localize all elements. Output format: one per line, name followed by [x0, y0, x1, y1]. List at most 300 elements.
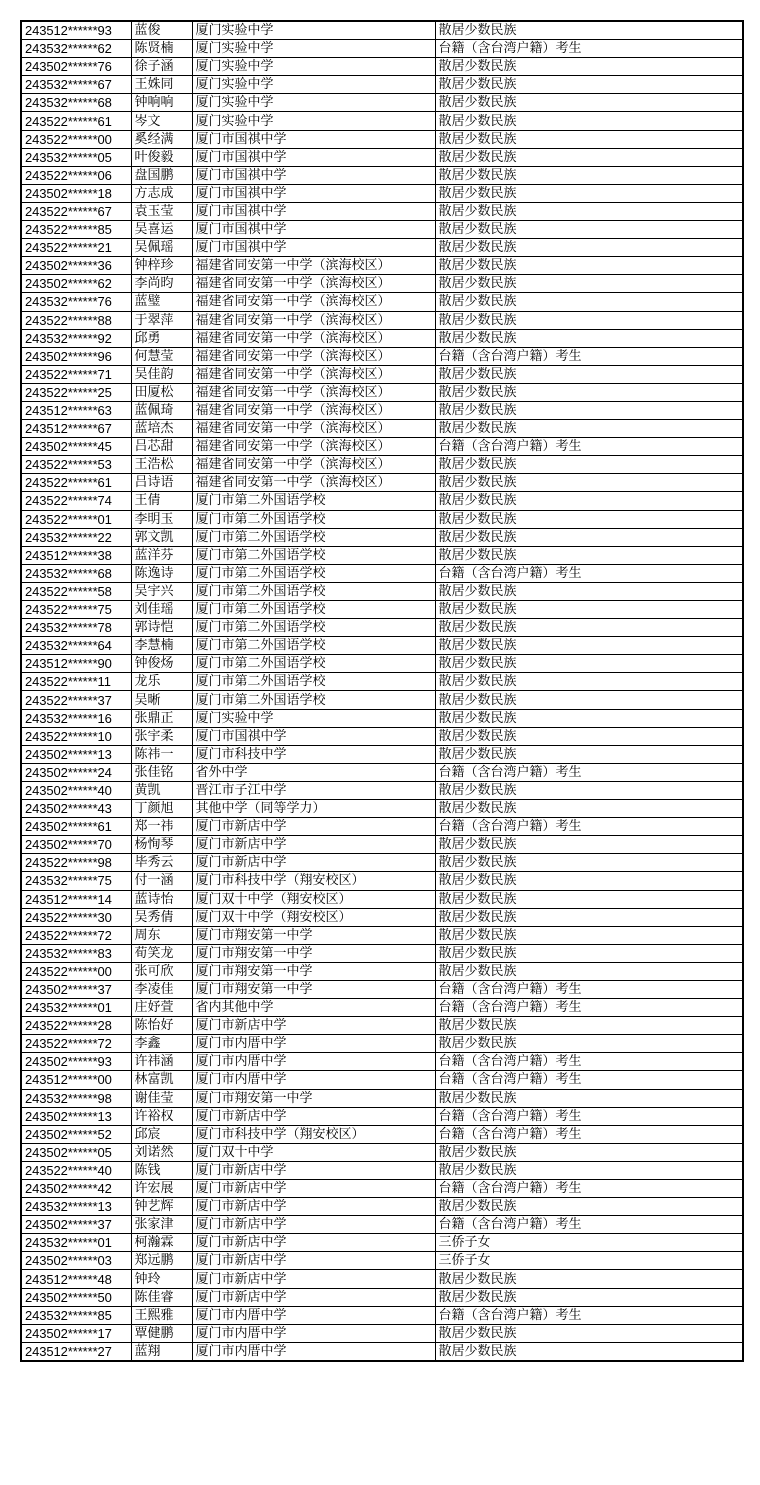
category-cell: 散居少数民族	[435, 293, 743, 311]
table-row	[21, 727, 743, 745]
category-cell: 散居少数民族	[435, 257, 743, 275]
category-cell: 散居少数民族	[435, 727, 743, 745]
category-cell: 台籍（含台湾户籍）考生	[435, 1306, 743, 1324]
school-cell: 福建省同安第一中学（滨海校区）	[192, 420, 435, 438]
school-cell: 厦门市新店中学	[192, 1270, 435, 1288]
school-cell: 厦门双十中学	[192, 1143, 435, 1161]
candidate-id-cell: 243512******00	[21, 1071, 131, 1089]
candidate-name-cell: 龙乐	[131, 673, 192, 691]
category-cell: 散居少数民族	[435, 1288, 743, 1306]
table-row	[21, 582, 743, 600]
category-cell: 散居少数民族	[435, 637, 743, 655]
category-cell: 散居少数民族	[435, 619, 743, 637]
category-cell: 散居少数民族	[435, 202, 743, 220]
category-cell: 三侨子女	[435, 1252, 743, 1270]
category-cell: 散居少数民族	[435, 673, 743, 691]
school-cell: 厦门市第二外国语学校	[192, 601, 435, 619]
school-cell: 厦门实验中学	[192, 21, 435, 40]
table-row	[21, 257, 743, 275]
school-cell: 厦门市第二外国语学校	[192, 619, 435, 637]
school-cell: 厦门市新店中学	[192, 1107, 435, 1125]
table-row	[21, 1306, 743, 1324]
school-cell: 厦门市科技中学	[192, 745, 435, 763]
candidate-id-cell: 243522******72	[21, 926, 131, 944]
school-cell: 厦门市翔安第一中学	[192, 926, 435, 944]
category-cell: 三侨子女	[435, 1234, 743, 1252]
table-row	[21, 781, 743, 799]
school-cell: 厦门市翔安第一中学	[192, 962, 435, 980]
candidate-name-cell: 田厦松	[131, 383, 192, 401]
category-cell: 散居少数民族	[435, 944, 743, 962]
category-cell: 散居少数民族	[435, 601, 743, 619]
candidate-id-cell: 243502******40	[21, 781, 131, 799]
table-row	[21, 184, 743, 202]
table-row	[21, 474, 743, 492]
candidate-name-cell: 张可欣	[131, 962, 192, 980]
table-row	[21, 1198, 743, 1216]
candidate-name-cell: 杨恂琴	[131, 836, 192, 854]
category-cell: 台籍（含台湾户籍）考生	[435, 818, 743, 836]
table-row	[21, 239, 743, 257]
table-row	[21, 130, 743, 148]
candidate-id-cell: 243522******98	[21, 854, 131, 872]
school-cell: 福建省同安第一中学（滨海校区）	[192, 329, 435, 347]
school-cell: 厦门市新店中学	[192, 836, 435, 854]
school-cell: 厦门市第二外国语学校	[192, 546, 435, 564]
school-cell: 厦门市内厝中学	[192, 1035, 435, 1053]
school-cell: 厦门实验中学	[192, 40, 435, 58]
candidate-name-cell: 付一涵	[131, 872, 192, 890]
candidate-id-cell: 243532******01	[21, 999, 131, 1017]
school-cell: 福建省同安第一中学（滨海校区）	[192, 347, 435, 365]
candidate-id-cell: 243522******67	[21, 202, 131, 220]
table-row	[21, 619, 743, 637]
table-row	[21, 836, 743, 854]
table-row	[21, 1125, 743, 1143]
table-row	[21, 40, 743, 58]
school-cell: 厦门市第二外国语学校	[192, 492, 435, 510]
school-cell: 厦门市内厝中学	[192, 1053, 435, 1071]
candidate-id-cell: 243502******37	[21, 980, 131, 998]
category-cell: 散居少数民族	[435, 275, 743, 293]
candidate-name-cell: 陈怡好	[131, 1017, 192, 1035]
school-cell: 厦门实验中学	[192, 709, 435, 727]
category-cell: 散居少数民族	[435, 1324, 743, 1342]
candidate-name-cell: 吴秀倩	[131, 908, 192, 926]
candidate-name-cell: 邱勇	[131, 329, 192, 347]
candidate-id-cell: 243522******53	[21, 456, 131, 474]
school-cell: 省内其他中学	[192, 999, 435, 1017]
candidate-name-cell: 郭文凯	[131, 528, 192, 546]
school-cell: 厦门市国祺中学	[192, 148, 435, 166]
candidate-name-cell: 郑远鹏	[131, 1252, 192, 1270]
school-cell: 厦门市新店中学	[192, 818, 435, 836]
table-row	[21, 980, 743, 998]
candidate-roster-table	[20, 20, 744, 1362]
candidate-id-cell: 243512******90	[21, 655, 131, 673]
school-cell: 厦门市新店中学	[192, 854, 435, 872]
candidate-name-cell: 郭诗恺	[131, 619, 192, 637]
candidate-name-cell: 李鑫	[131, 1035, 192, 1053]
candidate-id-cell: 243502******03	[21, 1252, 131, 1270]
candidate-name-cell: 钟玲	[131, 1270, 192, 1288]
candidate-name-cell: 奚经满	[131, 130, 192, 148]
candidate-name-cell: 张宇柔	[131, 727, 192, 745]
table-row	[21, 1180, 743, 1198]
school-cell: 厦门市第二外国语学校	[192, 528, 435, 546]
table-row	[21, 58, 743, 76]
table-row	[21, 311, 743, 329]
category-cell: 散居少数民族	[435, 112, 743, 130]
table-row	[21, 1089, 743, 1107]
school-cell: 厦门市第二外国语学校	[192, 655, 435, 673]
candidate-name-cell: 林富凯	[131, 1071, 192, 1089]
school-cell: 厦门市科技中学（翔安校区）	[192, 1125, 435, 1143]
category-cell: 散居少数民族	[435, 854, 743, 872]
category-cell: 散居少数民族	[435, 1342, 743, 1361]
category-cell: 散居少数民族	[435, 890, 743, 908]
candidate-id-cell: 243532******76	[21, 293, 131, 311]
table-row	[21, 1161, 743, 1179]
candidate-id-cell: 243532******62	[21, 40, 131, 58]
school-cell: 福建省同安第一中学（滨海校区）	[192, 401, 435, 419]
candidate-id-cell: 243532******68	[21, 94, 131, 112]
category-cell: 台籍（含台湾户籍）考生	[435, 347, 743, 365]
category-cell: 散居少数民族	[435, 510, 743, 528]
candidate-name-cell: 岑文	[131, 112, 192, 130]
candidate-id-cell: 243502******76	[21, 58, 131, 76]
category-cell: 散居少数民族	[435, 1270, 743, 1288]
school-cell: 福建省同安第一中学（滨海校区）	[192, 383, 435, 401]
school-cell: 厦门双十中学（翔安校区）	[192, 890, 435, 908]
category-cell: 散居少数民族	[435, 456, 743, 474]
candidate-id-cell: 243522******06	[21, 166, 131, 184]
school-cell: 省外中学	[192, 763, 435, 781]
candidate-name-cell: 李凌佳	[131, 980, 192, 998]
category-cell: 散居少数民族	[435, 709, 743, 727]
school-cell: 厦门市内厝中学	[192, 1306, 435, 1324]
category-cell: 散居少数民族	[435, 166, 743, 184]
table-row	[21, 275, 743, 293]
category-cell: 散居少数民族	[435, 365, 743, 383]
candidate-id-cell: 243522******28	[21, 1017, 131, 1035]
candidate-name-cell: 蓝佩琦	[131, 401, 192, 419]
category-cell: 台籍（含台湾户籍）考生	[435, 1107, 743, 1125]
table-row	[21, 1017, 743, 1035]
candidate-id-cell: 243522******61	[21, 474, 131, 492]
category-cell: 散居少数民族	[435, 184, 743, 202]
school-cell: 厦门市新店中学	[192, 1234, 435, 1252]
school-cell: 厦门市国祺中学	[192, 202, 435, 220]
candidate-id-cell: 243502******50	[21, 1288, 131, 1306]
candidate-name-cell: 郑一祎	[131, 818, 192, 836]
candidate-id-cell: 243532******98	[21, 1089, 131, 1107]
candidate-name-cell: 吴佳韵	[131, 365, 192, 383]
candidate-id-cell: 243502******61	[21, 818, 131, 836]
table-row	[21, 401, 743, 419]
table-row	[21, 1324, 743, 1342]
candidate-name-cell: 荀笑龙	[131, 944, 192, 962]
table-row	[21, 1252, 743, 1270]
table-row	[21, 800, 743, 818]
category-cell: 台籍（含台湾户籍）考生	[435, 1125, 743, 1143]
school-cell: 福建省同安第一中学（滨海校区）	[192, 438, 435, 456]
candidate-id-cell: 243502******13	[21, 745, 131, 763]
candidate-name-cell: 吴宇兴	[131, 582, 192, 600]
candidate-name-cell: 邱宸	[131, 1125, 192, 1143]
candidate-name-cell: 吴喜运	[131, 221, 192, 239]
table-row	[21, 166, 743, 184]
category-cell: 台籍（含台湾户籍）考生	[435, 564, 743, 582]
candidate-name-cell: 陈逸诗	[131, 564, 192, 582]
candidate-name-cell: 陈贤楠	[131, 40, 192, 58]
category-cell: 散居少数民族	[435, 221, 743, 239]
candidate-id-cell: 243532******83	[21, 944, 131, 962]
table-row	[21, 383, 743, 401]
candidate-id-cell: 243522******25	[21, 383, 131, 401]
school-cell: 厦门市新店中学	[192, 1161, 435, 1179]
school-cell: 厦门市翔安第一中学	[192, 944, 435, 962]
table-row	[21, 329, 743, 347]
candidate-id-cell: 243512******63	[21, 401, 131, 419]
table-row	[21, 854, 743, 872]
candidate-id-cell: 243522******74	[21, 492, 131, 510]
school-cell: 厦门市国祺中学	[192, 130, 435, 148]
candidate-name-cell: 叶俊毅	[131, 148, 192, 166]
category-cell: 散居少数民族	[435, 420, 743, 438]
candidate-name-cell: 吕诗语	[131, 474, 192, 492]
table-row	[21, 1270, 743, 1288]
category-cell: 散居少数民族	[435, 383, 743, 401]
candidate-name-cell: 陈佳睿	[131, 1288, 192, 1306]
table-row	[21, 148, 743, 166]
table-row	[21, 709, 743, 727]
table-row	[21, 691, 743, 709]
school-cell: 厦门市国祺中学	[192, 727, 435, 745]
table-row	[21, 510, 743, 528]
candidate-name-cell: 张家津	[131, 1216, 192, 1234]
candidate-id-cell: 243512******14	[21, 890, 131, 908]
category-cell: 散居少数民族	[435, 745, 743, 763]
roster-body	[21, 21, 743, 1361]
table-row	[21, 818, 743, 836]
candidate-name-cell: 许宏展	[131, 1180, 192, 1198]
candidate-id-cell: 243502******70	[21, 836, 131, 854]
school-cell: 厦门市新店中学	[192, 1252, 435, 1270]
candidate-id-cell: 243522******72	[21, 1035, 131, 1053]
candidate-id-cell: 243532******01	[21, 1234, 131, 1252]
category-cell: 散居少数民族	[435, 691, 743, 709]
table-row	[21, 1143, 743, 1161]
candidate-id-cell: 243502******45	[21, 438, 131, 456]
category-cell: 散居少数民族	[435, 655, 743, 673]
candidate-id-cell: 243512******38	[21, 546, 131, 564]
category-cell: 散居少数民族	[435, 800, 743, 818]
table-row	[21, 546, 743, 564]
school-cell: 厦门市第二外国语学校	[192, 564, 435, 582]
school-cell: 厦门市国祺中学	[192, 239, 435, 257]
candidate-id-cell: 243502******93	[21, 1053, 131, 1071]
candidate-id-cell: 243522******30	[21, 908, 131, 926]
candidate-id-cell: 243522******00	[21, 130, 131, 148]
school-cell: 厦门市新店中学	[192, 1017, 435, 1035]
candidate-id-cell: 243502******37	[21, 1216, 131, 1234]
category-cell: 散居少数民族	[435, 1198, 743, 1216]
candidate-id-cell: 243522******61	[21, 112, 131, 130]
candidate-id-cell: 243502******05	[21, 1143, 131, 1161]
category-cell: 散居少数民族	[435, 474, 743, 492]
candidate-name-cell: 钟俊炀	[131, 655, 192, 673]
school-cell: 厦门市第二外国语学校	[192, 582, 435, 600]
candidate-name-cell: 王倩	[131, 492, 192, 510]
school-cell: 厦门市新店中学	[192, 1198, 435, 1216]
candidate-id-cell: 243502******96	[21, 347, 131, 365]
school-cell: 其他中学（同等学力）	[192, 800, 435, 818]
school-cell: 福建省同安第一中学（滨海校区）	[192, 474, 435, 492]
candidate-id-cell: 243522******37	[21, 691, 131, 709]
candidate-name-cell: 吴晰	[131, 691, 192, 709]
category-cell: 散居少数民族	[435, 546, 743, 564]
category-cell: 台籍（含台湾户籍）考生	[435, 980, 743, 998]
table-row	[21, 1288, 743, 1306]
candidate-name-cell: 许裕权	[131, 1107, 192, 1125]
candidate-name-cell: 钟梓珍	[131, 257, 192, 275]
school-cell: 福建省同安第一中学（滨海校区）	[192, 456, 435, 474]
candidate-id-cell: 243502******62	[21, 275, 131, 293]
table-row	[21, 745, 743, 763]
category-cell: 台籍（含台湾户籍）考生	[435, 1053, 743, 1071]
table-row	[21, 1053, 743, 1071]
category-cell: 台籍（含台湾户籍）考生	[435, 438, 743, 456]
candidate-id-cell: 243532******68	[21, 564, 131, 582]
candidate-id-cell: 243502******24	[21, 763, 131, 781]
candidate-name-cell: 盘国鹏	[131, 166, 192, 184]
candidate-name-cell: 张佳铭	[131, 763, 192, 781]
table-row	[21, 926, 743, 944]
table-row	[21, 890, 743, 908]
table-row	[21, 94, 743, 112]
candidate-id-cell: 243502******17	[21, 1324, 131, 1342]
candidate-id-cell: 243532******05	[21, 148, 131, 166]
candidate-name-cell: 于翠萍	[131, 311, 192, 329]
category-cell: 台籍（含台湾户籍）考生	[435, 40, 743, 58]
candidate-id-cell: 243522******71	[21, 365, 131, 383]
candidate-id-cell: 243532******67	[21, 76, 131, 94]
candidate-name-cell: 王浩松	[131, 456, 192, 474]
school-cell: 福建省同安第一中学（滨海校区）	[192, 293, 435, 311]
category-cell: 散居少数民族	[435, 1143, 743, 1161]
school-cell: 厦门市国祺中学	[192, 166, 435, 184]
candidate-id-cell: 243502******36	[21, 257, 131, 275]
candidate-name-cell: 刘佳瑶	[131, 601, 192, 619]
candidate-name-cell: 钟响响	[131, 94, 192, 112]
candidate-id-cell: 243502******52	[21, 1125, 131, 1143]
candidate-name-cell: 蓝洋芬	[131, 546, 192, 564]
candidate-name-cell: 毕秀云	[131, 854, 192, 872]
candidate-name-cell: 陈钱	[131, 1161, 192, 1179]
candidate-name-cell: 周东	[131, 926, 192, 944]
school-cell: 厦门市第二外国语学校	[192, 691, 435, 709]
candidate-id-cell: 243532******92	[21, 329, 131, 347]
candidate-name-cell: 刘诺然	[131, 1143, 192, 1161]
school-cell: 厦门实验中学	[192, 76, 435, 94]
school-cell: 厦门实验中学	[192, 58, 435, 76]
category-cell: 台籍（含台湾户籍）考生	[435, 999, 743, 1017]
candidate-name-cell: 丁颜旭	[131, 800, 192, 818]
table-row	[21, 221, 743, 239]
table-row	[21, 202, 743, 220]
table-row	[21, 1342, 743, 1361]
candidate-id-cell: 243522******58	[21, 582, 131, 600]
candidate-name-cell: 吴佩瑶	[131, 239, 192, 257]
candidate-name-cell: 黄凯	[131, 781, 192, 799]
table-row	[21, 1107, 743, 1125]
table-row	[21, 112, 743, 130]
table-row	[21, 347, 743, 365]
school-cell: 福建省同安第一中学（滨海校区）	[192, 275, 435, 293]
candidate-id-cell: 243522******40	[21, 1161, 131, 1179]
candidate-id-cell: 243532******22	[21, 528, 131, 546]
candidate-id-cell: 243522******11	[21, 673, 131, 691]
school-cell: 厦门市第二外国语学校	[192, 673, 435, 691]
school-cell: 厦门市新店中学	[192, 1288, 435, 1306]
table-row	[21, 365, 743, 383]
table-row	[21, 763, 743, 781]
school-cell: 厦门实验中学	[192, 112, 435, 130]
school-cell: 厦门市内厝中学	[192, 1324, 435, 1342]
candidate-id-cell: 243502******18	[21, 184, 131, 202]
candidate-id-cell: 243502******13	[21, 1107, 131, 1125]
table-row	[21, 76, 743, 94]
category-cell: 散居少数民族	[435, 1035, 743, 1053]
table-row	[21, 944, 743, 962]
candidate-name-cell: 袁玉莹	[131, 202, 192, 220]
school-cell: 厦门市翔安第一中学	[192, 980, 435, 998]
candidate-id-cell: 243532******16	[21, 709, 131, 727]
candidate-id-cell: 243532******85	[21, 1306, 131, 1324]
table-row	[21, 1216, 743, 1234]
table-row	[21, 1035, 743, 1053]
candidate-id-cell: 243532******64	[21, 637, 131, 655]
school-cell: 福建省同安第一中学（滨海校区）	[192, 311, 435, 329]
candidate-name-cell: 陈祎一	[131, 745, 192, 763]
candidate-id-cell: 243522******21	[21, 239, 131, 257]
category-cell: 散居少数民族	[435, 21, 743, 40]
category-cell: 散居少数民族	[435, 311, 743, 329]
table-row	[21, 456, 743, 474]
candidate-name-cell: 李尚昀	[131, 275, 192, 293]
candidate-name-cell: 蓝璧	[131, 293, 192, 311]
table-row	[21, 492, 743, 510]
category-cell: 散居少数民族	[435, 582, 743, 600]
candidate-id-cell: 243522******00	[21, 962, 131, 980]
school-cell: 厦门市第二外国语学校	[192, 510, 435, 528]
candidate-name-cell: 李明玉	[131, 510, 192, 528]
school-cell: 福建省同安第一中学（滨海校区）	[192, 257, 435, 275]
candidate-id-cell: 243532******13	[21, 1198, 131, 1216]
candidate-name-cell: 许祎涵	[131, 1053, 192, 1071]
table-row	[21, 962, 743, 980]
category-cell: 台籍（含台湾户籍）考生	[435, 1180, 743, 1198]
candidate-name-cell: 李慧楠	[131, 637, 192, 655]
school-cell: 厦门市内厝中学	[192, 1071, 435, 1089]
candidate-name-cell: 钟艺辉	[131, 1198, 192, 1216]
candidate-id-cell: 243522******88	[21, 311, 131, 329]
candidate-id-cell: 243522******01	[21, 510, 131, 528]
school-cell: 厦门实验中学	[192, 94, 435, 112]
candidate-name-cell: 何慧莹	[131, 347, 192, 365]
category-cell: 散居少数民族	[435, 130, 743, 148]
